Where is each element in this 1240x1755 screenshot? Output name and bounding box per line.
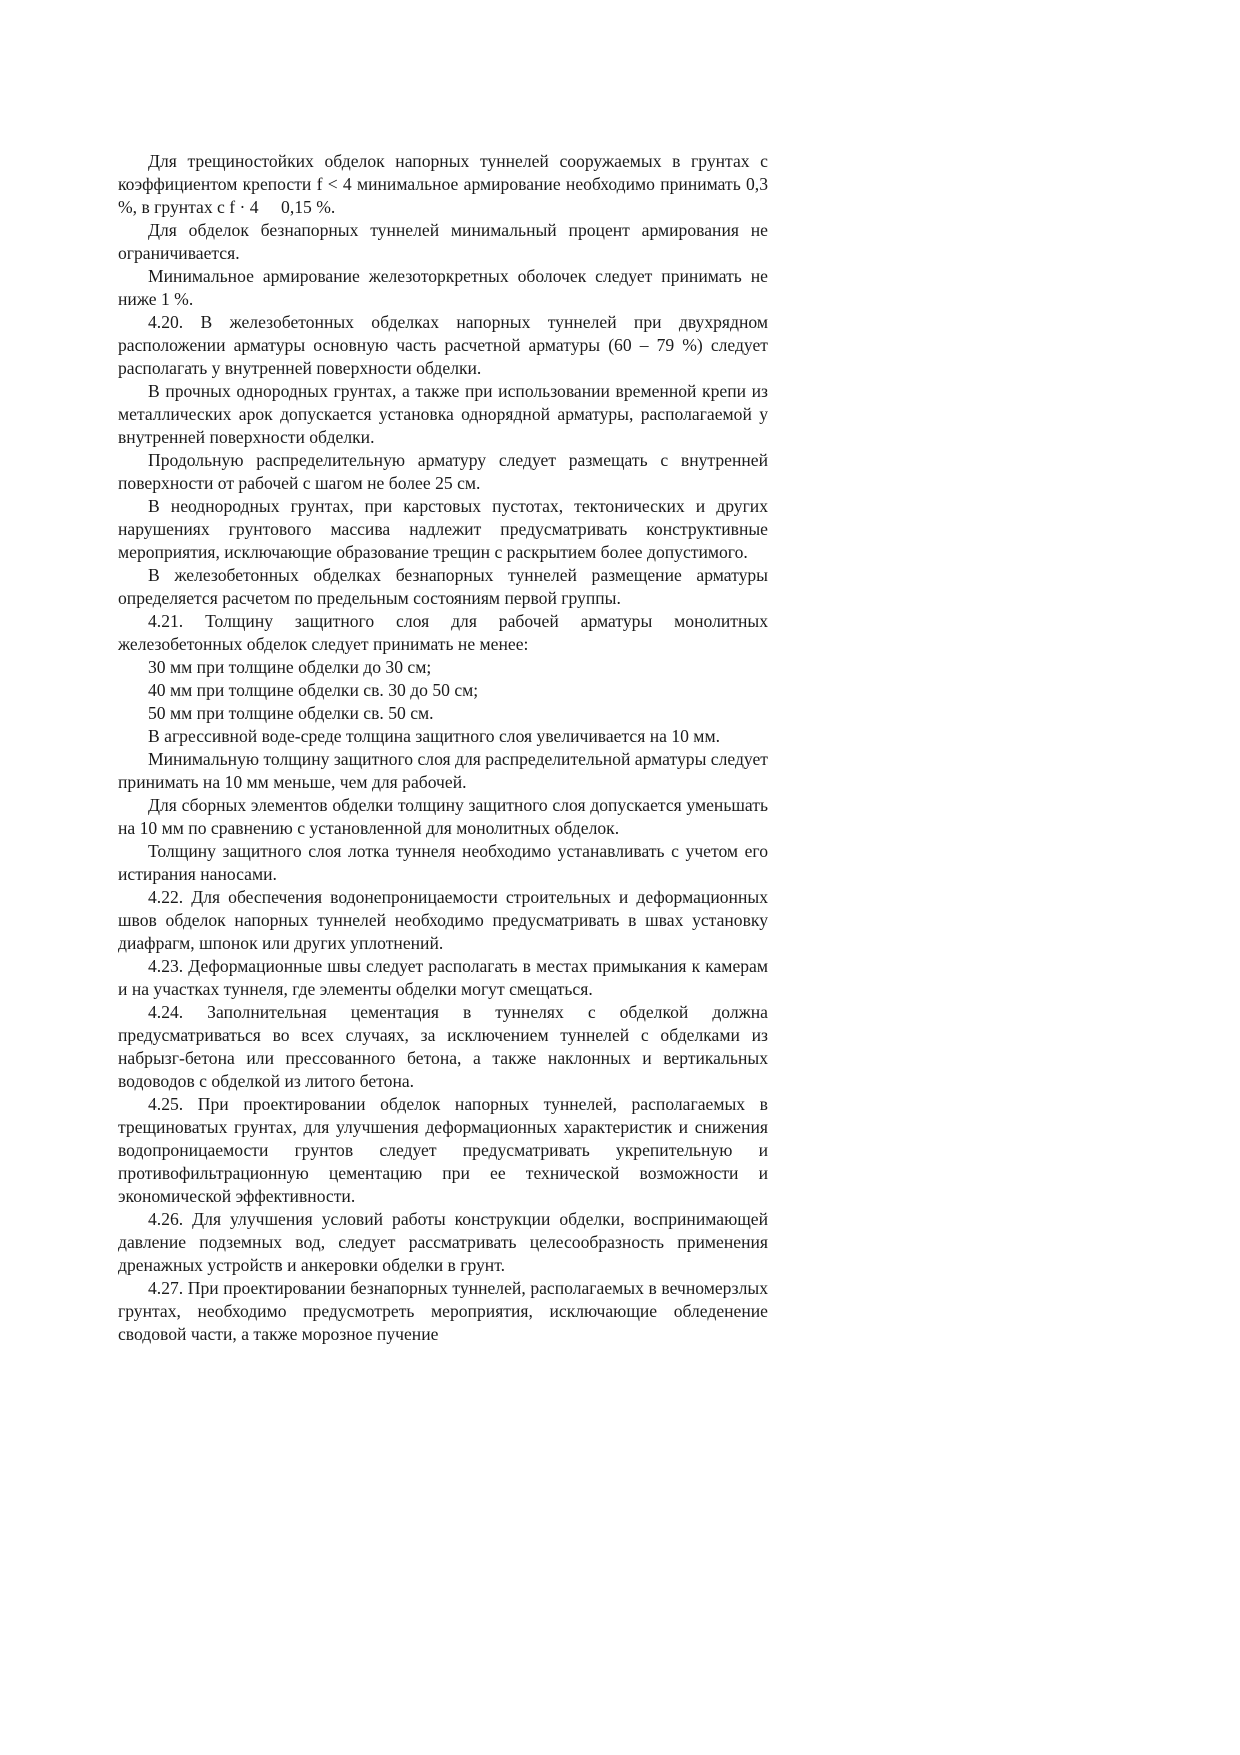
paragraph: Для сборных элементов обделки толщину защитного слоя допускается уменьшать на 10 мм по сравнению с установленной для монолитных обделок. [118, 795, 768, 838]
paragraph: 4.24. Заполнительная цементация в туннелях с обделкой должна предусматриваться во всех случаях, за исключением туннелей с обделками из набрызг-бетона или прессованного бетона, а также наклонных и вертикальных водоводов с обделкой из литого бетона. [118, 1002, 768, 1091]
paragraph: 50 мм при толщине обделки св. 50 см. [148, 703, 434, 723]
paragraph: 4.27. При проектировании безнапорных туннелей, располагаемых в вечномерзлых грунтах, необходимо предусмотреть мероприятия, исключающие обледенение сводовой части, а также морозное пучение [118, 1278, 768, 1344]
paragraph: Минимальное армирование железоторкретных оболочек следует принимать не ниже 1 %. [118, 266, 768, 309]
paragraph: 30 мм при толщине обделки до 30 см; [148, 657, 432, 677]
paragraph: 4.23. Деформационные швы следует располагать в местах примыкания к камерам и на участках туннеля, где элементы обделки могут смещаться. [118, 956, 768, 999]
paragraph: В неоднородных грунтах, при карстовых пустотах, тектонических и других нарушениях грунтового массива надлежит предусматривать конструктивные мероприятия, исключающие образование трещин с раскрытием более допустимого. [118, 496, 768, 562]
paragraph: В прочных однородных грунтах, а также при использовании временной крепи из металлических арок допускается установка однорядной арматуры, располагаемой у внутренней поверхности обделки. [118, 381, 768, 447]
paragraph: 4.25. При проектировании обделок напорных туннелей, располагаемых в трещиноватых грунтах, для улучшения деформационных характеристик и снижения водопроницаемости грунтов следует предусматривать укрепительную и противофильтрационную цементацию при ее технической возможности и экономической эффективности. [118, 1094, 768, 1206]
paragraph: 4.21. Толщину защитного слоя для рабочей арматуры монолитных железобетонных обделок следует принимать не менее: [118, 611, 768, 654]
paragraph: В агрессивной воде-среде толщина защитного слоя увеличивается на 10 мм. [148, 726, 720, 746]
paragraph: 40 мм при толщине обделки св. 30 до 50 см; [148, 680, 479, 700]
paragraph: 4.20. В железобетонных обделках напорных туннелей при двухрядном расположении арматуры основную часть расчетной арматуры (60 – 79 %) следует располагать у внутренней поверхности обделки. [118, 312, 768, 378]
paragraph: 4.22. Для обеспечения водонепроницаемости строительных и деформационных швов обделок напорных туннелей необходимо предусматривать в швах установку диафрагм, шпонок или других уплотнений. [118, 887, 768, 953]
paragraph: В железобетонных обделках безнапорных туннелей размещение арматуры определяется расчетом по предельным состояниям первой группы. [118, 565, 768, 608]
paragraph: 4.26. Для улучшения условий работы конструкции обделки, воспринимающей давление подземных вод, следует рассматривать целесообразность применения дренажных устройств и анкеровки обделки в грунт. [118, 1209, 768, 1275]
paragraph: Для трещиностойких обделок напорных туннелей сооружаемых в грунтах с коэффициентом крепости f < 4 минимальное армирование необходимо принимать 0,3 %, в грунтах с f · 4   0,15 %. [118, 151, 768, 217]
paragraph: Толщину защитного слоя лотка туннеля необходимо устанавливать с учетом его истирания наносами. [118, 841, 768, 884]
paragraph: Продольную распределительную арматуру следует размещать с внутренней поверхности от рабочей с шагом не более 25 см. [118, 450, 768, 493]
paragraph: Минимальную толщину защитного слоя для распределительной арматуры следует принимать на 10 мм меньше, чем для рабочей. [118, 749, 768, 792]
paragraph: Для обделок безнапорных туннелей минимальный процент армирования не ограничивается. [118, 220, 768, 263]
document-page [118, 150, 768, 1346]
